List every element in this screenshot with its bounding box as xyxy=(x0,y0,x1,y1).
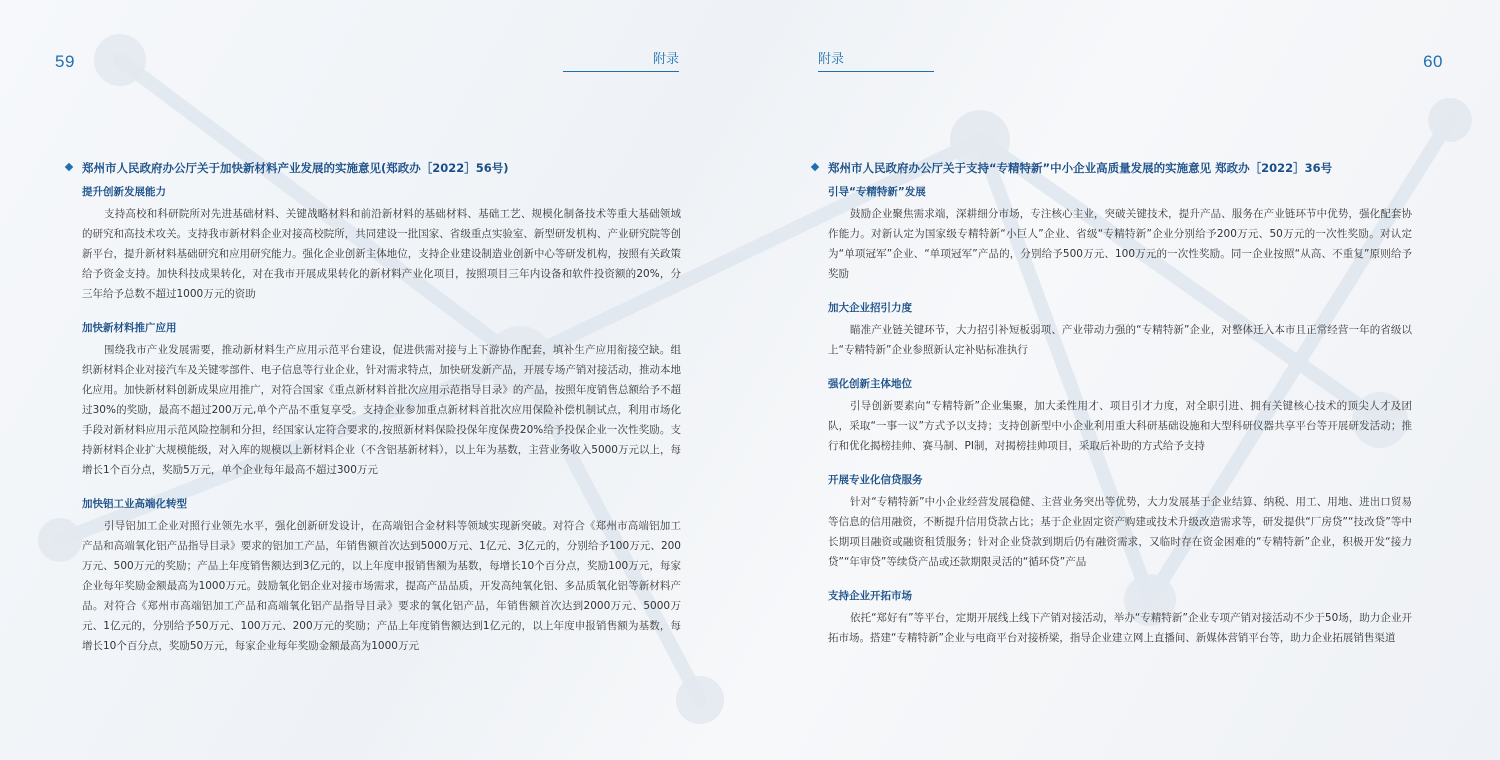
section-body: 支持高校和科研院所对先进基础材料、关键战略材料和前沿新材料的基础材料、基础工艺、规模化制备技术等重大基础领域的研究和高技术攻关。支持我市新材料企业对接高校院所，共同建设一批国家、省级重点实验室、新型研发机构、产业研究院等创新平台，提升新材料基础研究和应用研究能力。强化企业创新主体地位，支持企业建设制造业创新中心等研发机构，按照有关政策给予资金支持。加快科技成果转化，对在我市开展成果转化的新材料产业化项目，按照项目三年内设备和软件投资额的20%，分三年给予总数不超过1000万元的资助 xyxy=(82,208,681,300)
section-heading: 支持企业开拓市场 xyxy=(828,590,912,602)
diamond-bullet-icon xyxy=(65,163,73,171)
section-tag: 附录 xyxy=(563,48,679,72)
page-number: 60 xyxy=(1423,52,1443,71)
section-body: 瞄准产业链关键环节，大力招引补短板弱项、产业带动力强的“专精特新”企业，对整体迁入本市且正常经营一年的省级以上“专精特新”企业参照新认定补贴标准执行 xyxy=(828,324,1412,356)
section-tag: 附录 xyxy=(818,48,934,72)
section xyxy=(812,182,1412,284)
section xyxy=(66,318,681,480)
section-body: 针对“专精特新”中小企业经营发展稳健、主营业务突出等优势，大力发展基于企业结算、纳税、用工、用地、进出口贸易等信息的信用融资，不断提升信用贷款占比；基于企业固定资产购建或技术升级改造需求等，研发提供“厂房贷”“技改贷”等中长期项目融资或融资租赁服务；针对企业贷款到期后仍有融资需求，又临时存在资金困难的“专精特新”企业，积极开发“接力贷”“年审贷”等续贷产品或还款期限灵活的“循环贷”产品 xyxy=(828,496,1412,568)
document-title xyxy=(66,158,681,178)
document-content xyxy=(812,158,1412,662)
section-heading: 加快铝工业高端化转型 xyxy=(82,498,187,510)
section-heading: 加快新材料推广应用 xyxy=(82,322,177,334)
section-heading: 引导“专精特新”发展 xyxy=(828,186,926,198)
right-page xyxy=(750,0,1500,760)
section-heading: 提升创新发展能力 xyxy=(82,186,166,198)
section-heading: 开展专业化信贷服务 xyxy=(828,474,923,486)
document-title xyxy=(812,158,1412,178)
document-content xyxy=(66,158,681,670)
section-heading: 加大企业招引力度 xyxy=(828,302,912,314)
section-body: 鼓励企业聚焦需求端，深耕细分市场，专注核心主业，突破关键技术，提升产品、服务在产业链环节中优势，强化配套协作能力。对新认定为国家级专精特新“小巨人”企业、省级“专精特新”企业分别给予200万元、50万元的一次性奖励。对认定为“单项冠军”企业、“单项冠军”产品的，分别给予500万元、100万元的一次性奖励。同一企业按照“从高、不重复”原则给予奖励 xyxy=(828,208,1412,280)
section xyxy=(812,374,1412,456)
section-body: 引导创新要素向“专精特新”企业集聚，加大柔性用才、项目引才力度，对全职引进、拥有关键核心技术的顶尖人才及团队，采取“一事一议”方式予以支持；支持创新型中小企业利用重大科研基础设施和大型科研仪器共享平台等开展研发活动；推行和优化揭榜挂帅、赛马制、PI制，对揭榜挂帅项目，采取后补助的方式给予支持 xyxy=(828,400,1412,452)
section xyxy=(66,494,681,656)
section-body: 引导铝加工企业对照行业领先水平，强化创新研发设计，在高端铝合金材料等领域实现新突破。对符合《郑州市高端铝加工产品和高端氧化铝产品指导目录》要求的铝加工产品，年销售额首次达到5000万元、1亿元、3亿元的，分别给予100万元、200万元、500万元的奖励；产品上年度销售额达到3亿元的，以上年度申报销售额为基数，每增长10个百分点，奖励100万元，每家企业每年奖励金额最高为1000万元。鼓励氧化铝企业对接市场需求，提高产品品质，开发高纯氧化铝、多品质氧化铝等新材料产品。对符合《郑州市高端铝加工产品和高端氧化铝产品指导目录》要求的氧化铝产品，年销售额首次达到2000万元、5000万元、1亿元的，分别给予50万元、100万元、200万元的奖励；产品上年度销售额达到1亿元的，以上年度申报销售额为基数，每增长10个百分点，奖励50万元，每家企业每年奖励金额最高为1000万元 xyxy=(82,520,681,652)
section xyxy=(66,182,681,304)
section xyxy=(812,470,1412,572)
section xyxy=(812,586,1412,648)
section-body: 依托“郑好有”等平台，定期开展线上线下产销对接活动，举办“专精特新”企业专项产销对接活动不少于50场，助力企业开拓市场。搭建“专精特新”企业与电商平台对接桥梁，指导企业建立网上直播间、新媒体营销平台等，助力企业拓展销售渠道 xyxy=(828,612,1412,644)
section-heading: 强化创新主体地位 xyxy=(828,378,912,390)
diamond-bullet-icon xyxy=(811,163,819,171)
document-title-text: 郑州市人民政府办公厅关于支持“专精特新”中小企业高质量发展的实施意见 郑政办［2022］36号 xyxy=(828,161,1333,175)
section-body: 围绕我市产业发展需要，推动新材料生产应用示范平台建设，促进供需对接与上下游协作配套，填补生产应用衔接空缺。组织新材料企业对接汽车及关键零部件、电子信息等行业企业，针对需求特点，加快研发新产品，开展专场产销对接活动，推动本地化应用。加快新材料创新成果应用推广，对符合国家《重点新材料首批次应用示范指导目录》的产品，按照年度销售总额给予不超过30%的奖励，最高不超过200万元,单个产品不重复享受。支持企业参加重点新材料首批次应用保险补偿机制试点，利用市场化手段对新材料应用示范风险控制和分担，经国家认定符合要求的,按照新材料保险投保年度保费20%给予投保企业一次性奖励。支持新材料企业扩大规模能级，对入库的规模以上新材料企业（不含铝基新材料），以上年为基数，主营业务收入5000万元以上，每增长1个百分点，奖励5万元，单个企业每年最高不超过300万元 xyxy=(82,344,681,476)
page-number: 59 xyxy=(55,52,75,71)
document-title-text: 郑州市人民政府办公厅关于加快新材料产业发展的实施意见(郑政办［2022］56号) xyxy=(82,161,509,175)
section xyxy=(812,298,1412,360)
